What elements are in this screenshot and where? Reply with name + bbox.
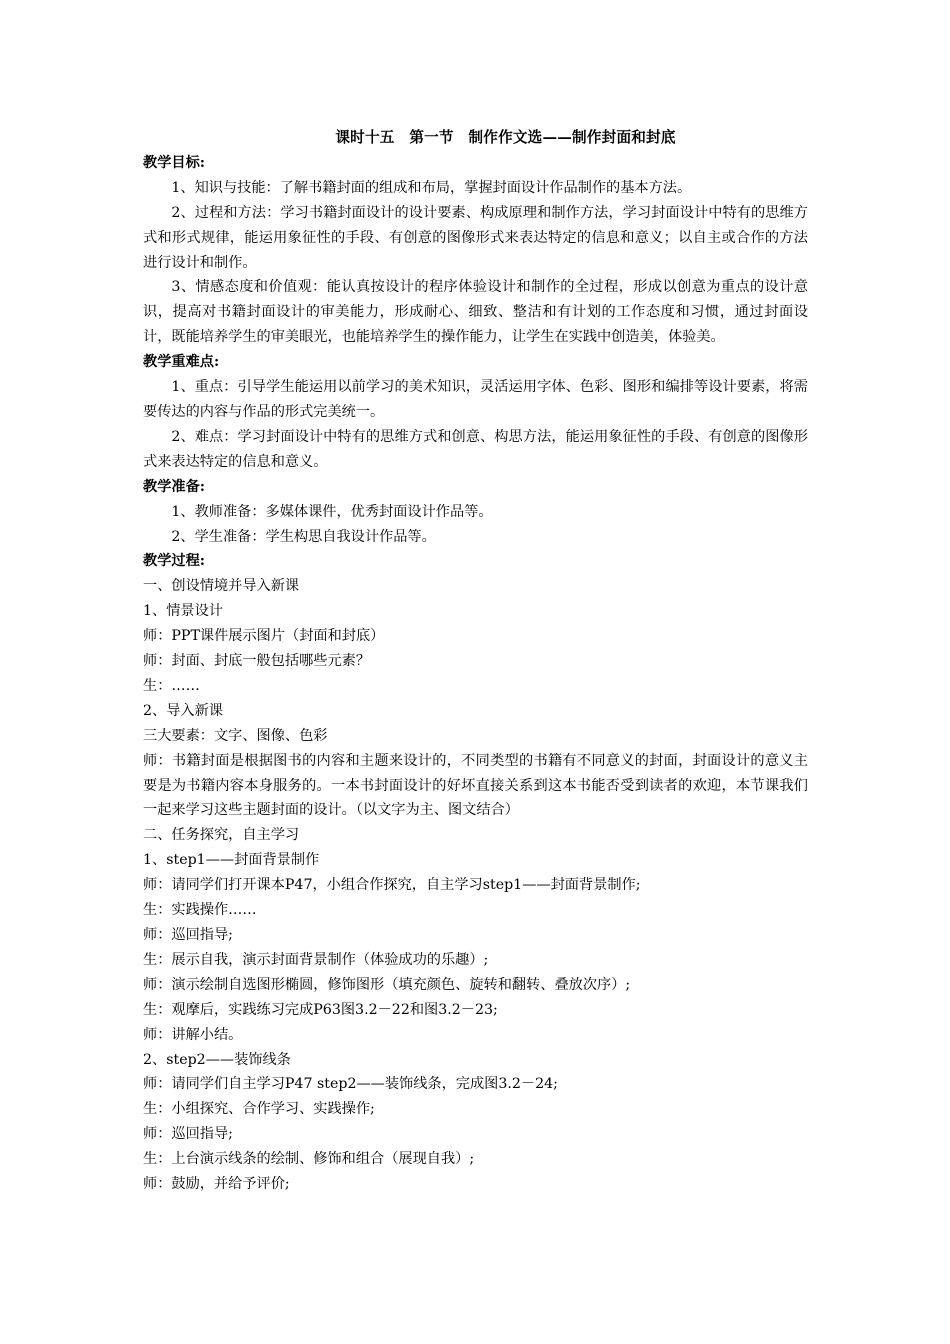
- paragraph: 1、重点：引导学生能运用以前学习的美术知识，灵活运用字体、色彩、图形和编排等设计要素，将需要传达的内容与作品的形式完美统一。: [143, 379, 808, 420]
- paragraph: 2、难点：学习封面设计中特有的思维方式和创意、构思方法，能运用象征性的手段、有创意的图像形式来表达特定的信息和意义。: [143, 428, 808, 470]
- process-line: 生：……: [143, 677, 200, 694]
- process-line: 生：上台演示线条的绘制、修饰和组合（展现自我）;: [143, 1151, 475, 1168]
- process-line: 2、导入新课: [143, 702, 223, 719]
- process-line: 生：观摩后，实践练习完成P63图3.2－22和图3.2－23;: [143, 1001, 498, 1018]
- process-line: 师：巡回指导;: [143, 927, 233, 943]
- section-heading: 教学目标:: [143, 154, 205, 171]
- process-line: 师：鼓励，并给予评价;: [143, 1176, 290, 1193]
- process-line: 生：小组探究、合作学习、实践操作;: [143, 1101, 375, 1118]
- process-line: 师：封面、封底一般包括哪些元素？: [143, 653, 371, 670]
- section-heading: 教学重难点:: [143, 354, 220, 371]
- paragraph: 2、过程和方法：学习书籍封面设计的设计要素、构成原理和制作方法，学习封面设计中特有的思维方式和形式规律，能运用象征性的手段、有创意的图像形式来表达特定的信息和意义；以自主或合作的方法进行设计和制作。: [143, 204, 808, 271]
- process-line: 1、情景设计: [143, 603, 223, 620]
- paragraph: 1、教师准备：多媒体课件，优秀封面设计作品等。: [171, 503, 493, 520]
- section-key-points: [143, 350, 808, 475]
- paragraph: 2、学生准备：学生构思自我设计作品等。: [171, 528, 436, 545]
- process-line: 1、step1——封面背景制作: [143, 852, 320, 869]
- process-line: 一、创设情境并导入新课: [143, 578, 300, 595]
- process-line: 二、任务探究，自主学习: [143, 827, 300, 844]
- document-body: [143, 126, 808, 1197]
- process-line: 2、step2——装饰线条: [143, 1051, 291, 1068]
- process-line: 师：巡回指导;: [143, 1126, 233, 1143]
- process-line: 师：讲解小结。: [143, 1026, 243, 1043]
- process-line: 师：演示绘制自选图形椭圆，修饰图形（填充颜色、旋转和翻转、叠放次序）;: [143, 976, 631, 993]
- process-line: 师：请同学们打开课本P47，小组合作探究，自主学习step1——封面背景制作;: [143, 877, 641, 894]
- paragraph: 1、知识与技能：了解书籍封面的组成和布局，掌握封面设计作品制作的基本方法。: [171, 179, 692, 196]
- process-line: 生：展示自我，演示封面背景制作（体验成功的乐趣）;: [143, 951, 489, 968]
- process-line: 三大要素：文字、图像、色彩: [143, 727, 328, 744]
- page-title: 课时十五 第一节 制作作文选——制作封面和封底: [335, 129, 676, 146]
- section-process: [143, 549, 808, 1197]
- section-preparation: [143, 475, 808, 550]
- process-line: 师：PPT课件展示图片（封面和封底）: [143, 628, 385, 645]
- process-paragraph: 师：书籍封面是根据图书的内容和主题来设计的，不同类型的书籍有不同意义的封面，封面设计的意义主要是为书籍内容本身服务的。一本书封面设计的好坏直接关系到这本书能否受到读者的欢迎，本节课我们一起来学习这些主题封面的设计。（以文字为主、图文结合）: [143, 752, 808, 819]
- section-heading: 教学过程:: [143, 553, 205, 570]
- process-line: 生：实践操作……: [143, 902, 257, 919]
- paragraph: 3、情感态度和价值观：能认真按设计的程序体验设计和制作的全过程，形成以创意为重点的设计意识，提高对书籍封面设计的审美能力，形成耐心、细致、整洁和有计划的工作态度和习惯，通过封面设计，既能培养学生的审美眼光，也能培养学生的操作能力，让学生在实践中创造美，体验美。: [143, 279, 808, 346]
- process-line: 师：请同学们自主学习P47 step2——装饰线条，完成图3.2－24;: [143, 1076, 558, 1093]
- section-heading: 教学准备:: [143, 478, 205, 495]
- section-objectives: [143, 151, 808, 350]
